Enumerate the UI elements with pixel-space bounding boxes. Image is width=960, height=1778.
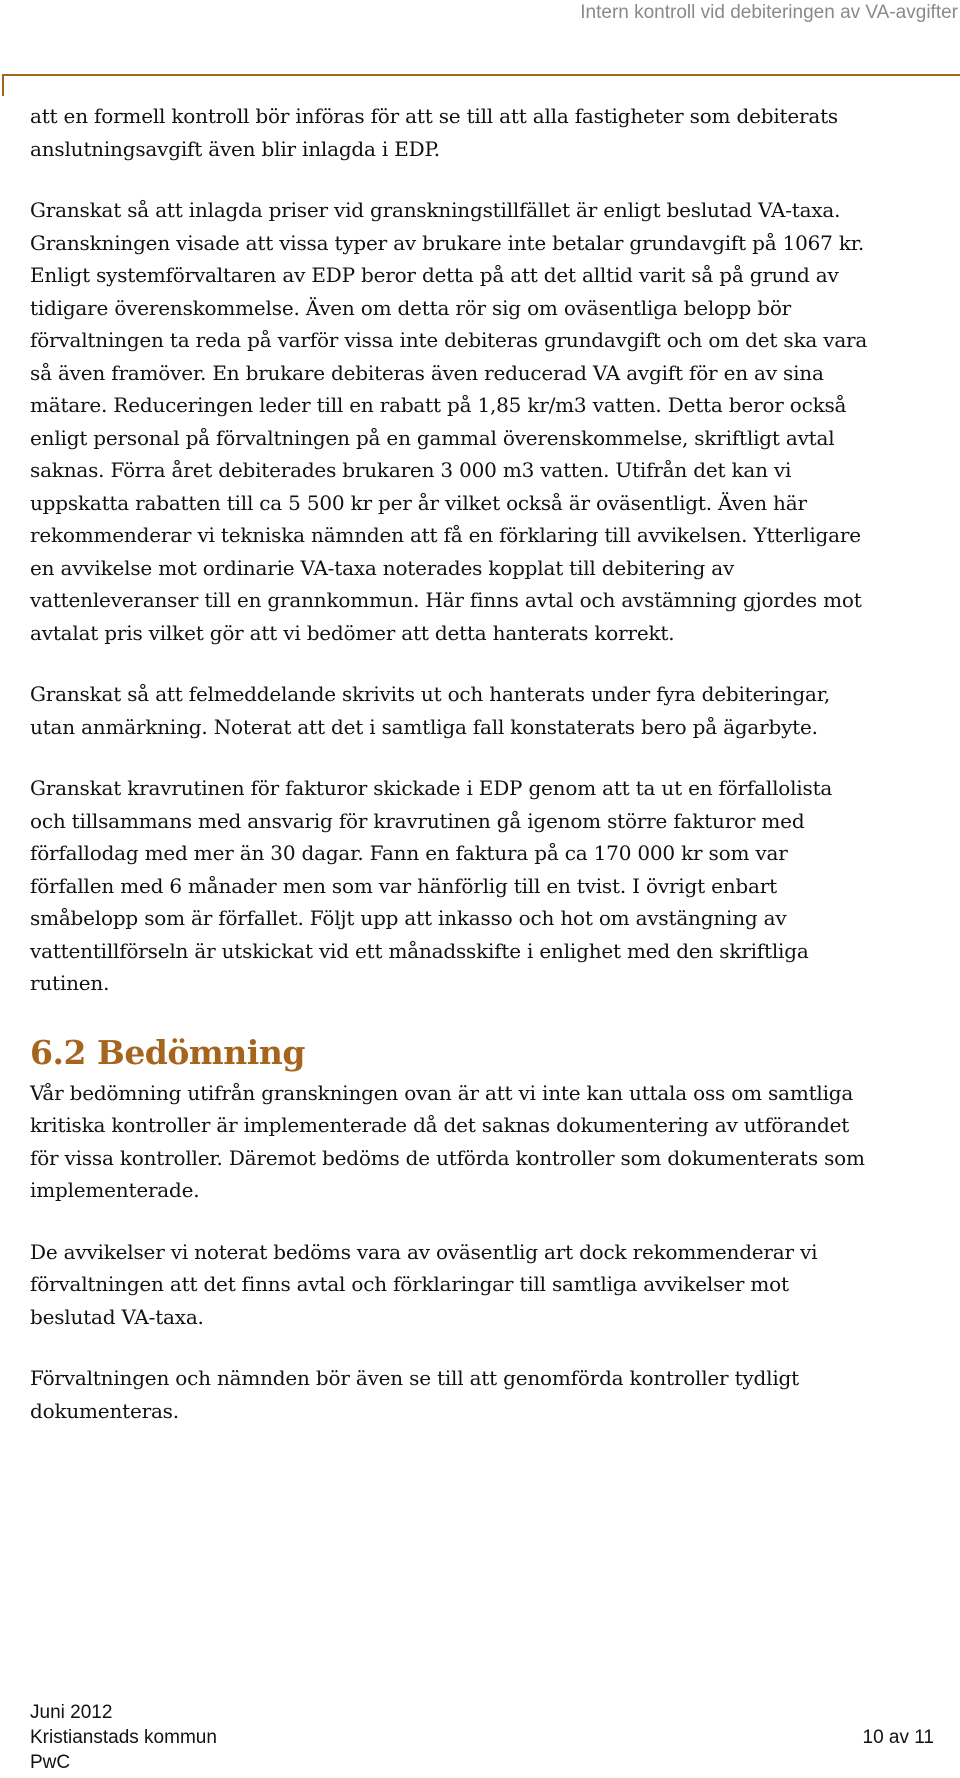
body-paragraph-3: Granskat så att felmeddelande skrivits ut och hanterats under fyra debiteringar, utan anmärkning. Noterat att det i samtliga fall konstaterats bero på ägarbyte. — [30, 682, 831, 739]
page-number: 10 av 11 — [862, 1727, 934, 1748]
assessment-paragraph-2: De avvikelser vi noterat bedöms vara av oväsentlig art dock rekommenderar vi förvaltningen att det finns avtal och förklaringar till samtliga avvikelser mot beslutad VA-taxa. — [30, 1239, 818, 1329]
body-paragraph-2: Granskat så att inlagda priser vid granskningstillfället är enligt beslutad VA-taxa. Granskningen visade att vissa typer av brukare inte betalar grundavgift på 1067 kr. Enligt systemförvaltaren av EDP beror detta på att det alltid varit så på grund av tidigare överenskommelse. Även om detta rör sig om oväsentliga belopp bör förvaltningen ta reda på varför vissa inte debiteras grundavgift och om det ska vara så även framöver. En brukare debiteras även reducerad VA avgift för en av sina mätare. Reduceringen leder till en rabatt på 1,85 kr/m3 vatten. Detta beror också enligt personal på förvaltningen på en gammal överenskommelse, skriftligt avtal saknas. Förra året debiterades brukaren 3 000 m3 vatten. Utifrån det kan vi uppskatta rabatten till ca 5 500 kr per år vilket också är oväsentligt. Även här rekommenderar vi tekniska nämnden att få en förklaring till avvikelsen. Ytterligare en avvikelse mot ordinarie VA-taxa noterades kopplat till debitering av vattenleveranser till en grannkommun. Här finns avtal och avstämning gjordes mot avtalat pris vilket gör att vi bedömer att detta hanterats korrekt. — [30, 198, 868, 645]
body-paragraph-1: att en formell kontroll bör införas för att se till att alla fastigheter som debiterats anslutningsavgift även blir inlagda i EDP. — [30, 104, 838, 161]
header-rule-tick — [2, 74, 4, 96]
footer-company: PwC — [30, 1752, 71, 1773]
assessment-paragraph-1: Vår bedömning utifrån granskningen ovan är att vi inte kan uttala oss om samtliga kritiska kontroller är implementerade då det saknas dokumentering av utförandet för vissa kontroller. Däremot bedöms de utförda kontroller som dokumenterats som implementerade. — [30, 1080, 865, 1202]
header-rule — [2, 74, 960, 76]
section-number: 6.2 — [30, 1032, 86, 1072]
section-heading — [30, 1029, 960, 1077]
running-header-title: Intern kontroll vid debiteringen av VA-avgifter — [580, 2, 958, 23]
body-paragraph-4: Granskat kravrutinen för fakturor skickade i EDP genom att ta ut en förfallolista och tillsammans med ansvarig för kravrutinen gå igenom större fakturor med förfallodag med mer än 30 dagar. Fann en faktura på ca 170 000 kr som var förfallen med 6 månader men som var hänförlig till en tvist. I övrigt enbart småbelopp som är förfallet. Följt upp att inkasso och hot om avstängning av vattentillförseln är utskickat vid ett månadsskifte i enlighet med den skriftliga rutinen. — [30, 776, 833, 995]
document-body — [30, 100, 960, 1456]
page-footer — [30, 1700, 217, 1775]
footer-date: Juni 2012 — [30, 1702, 113, 1723]
footer-organization: Kristianstads kommun — [30, 1727, 217, 1748]
assessment-paragraph-3: Förvaltningen och nämnden bör även se till att genomförda kontroller tydligt dokumenteras. — [30, 1366, 799, 1423]
section-title: Bedömning — [96, 1032, 305, 1072]
